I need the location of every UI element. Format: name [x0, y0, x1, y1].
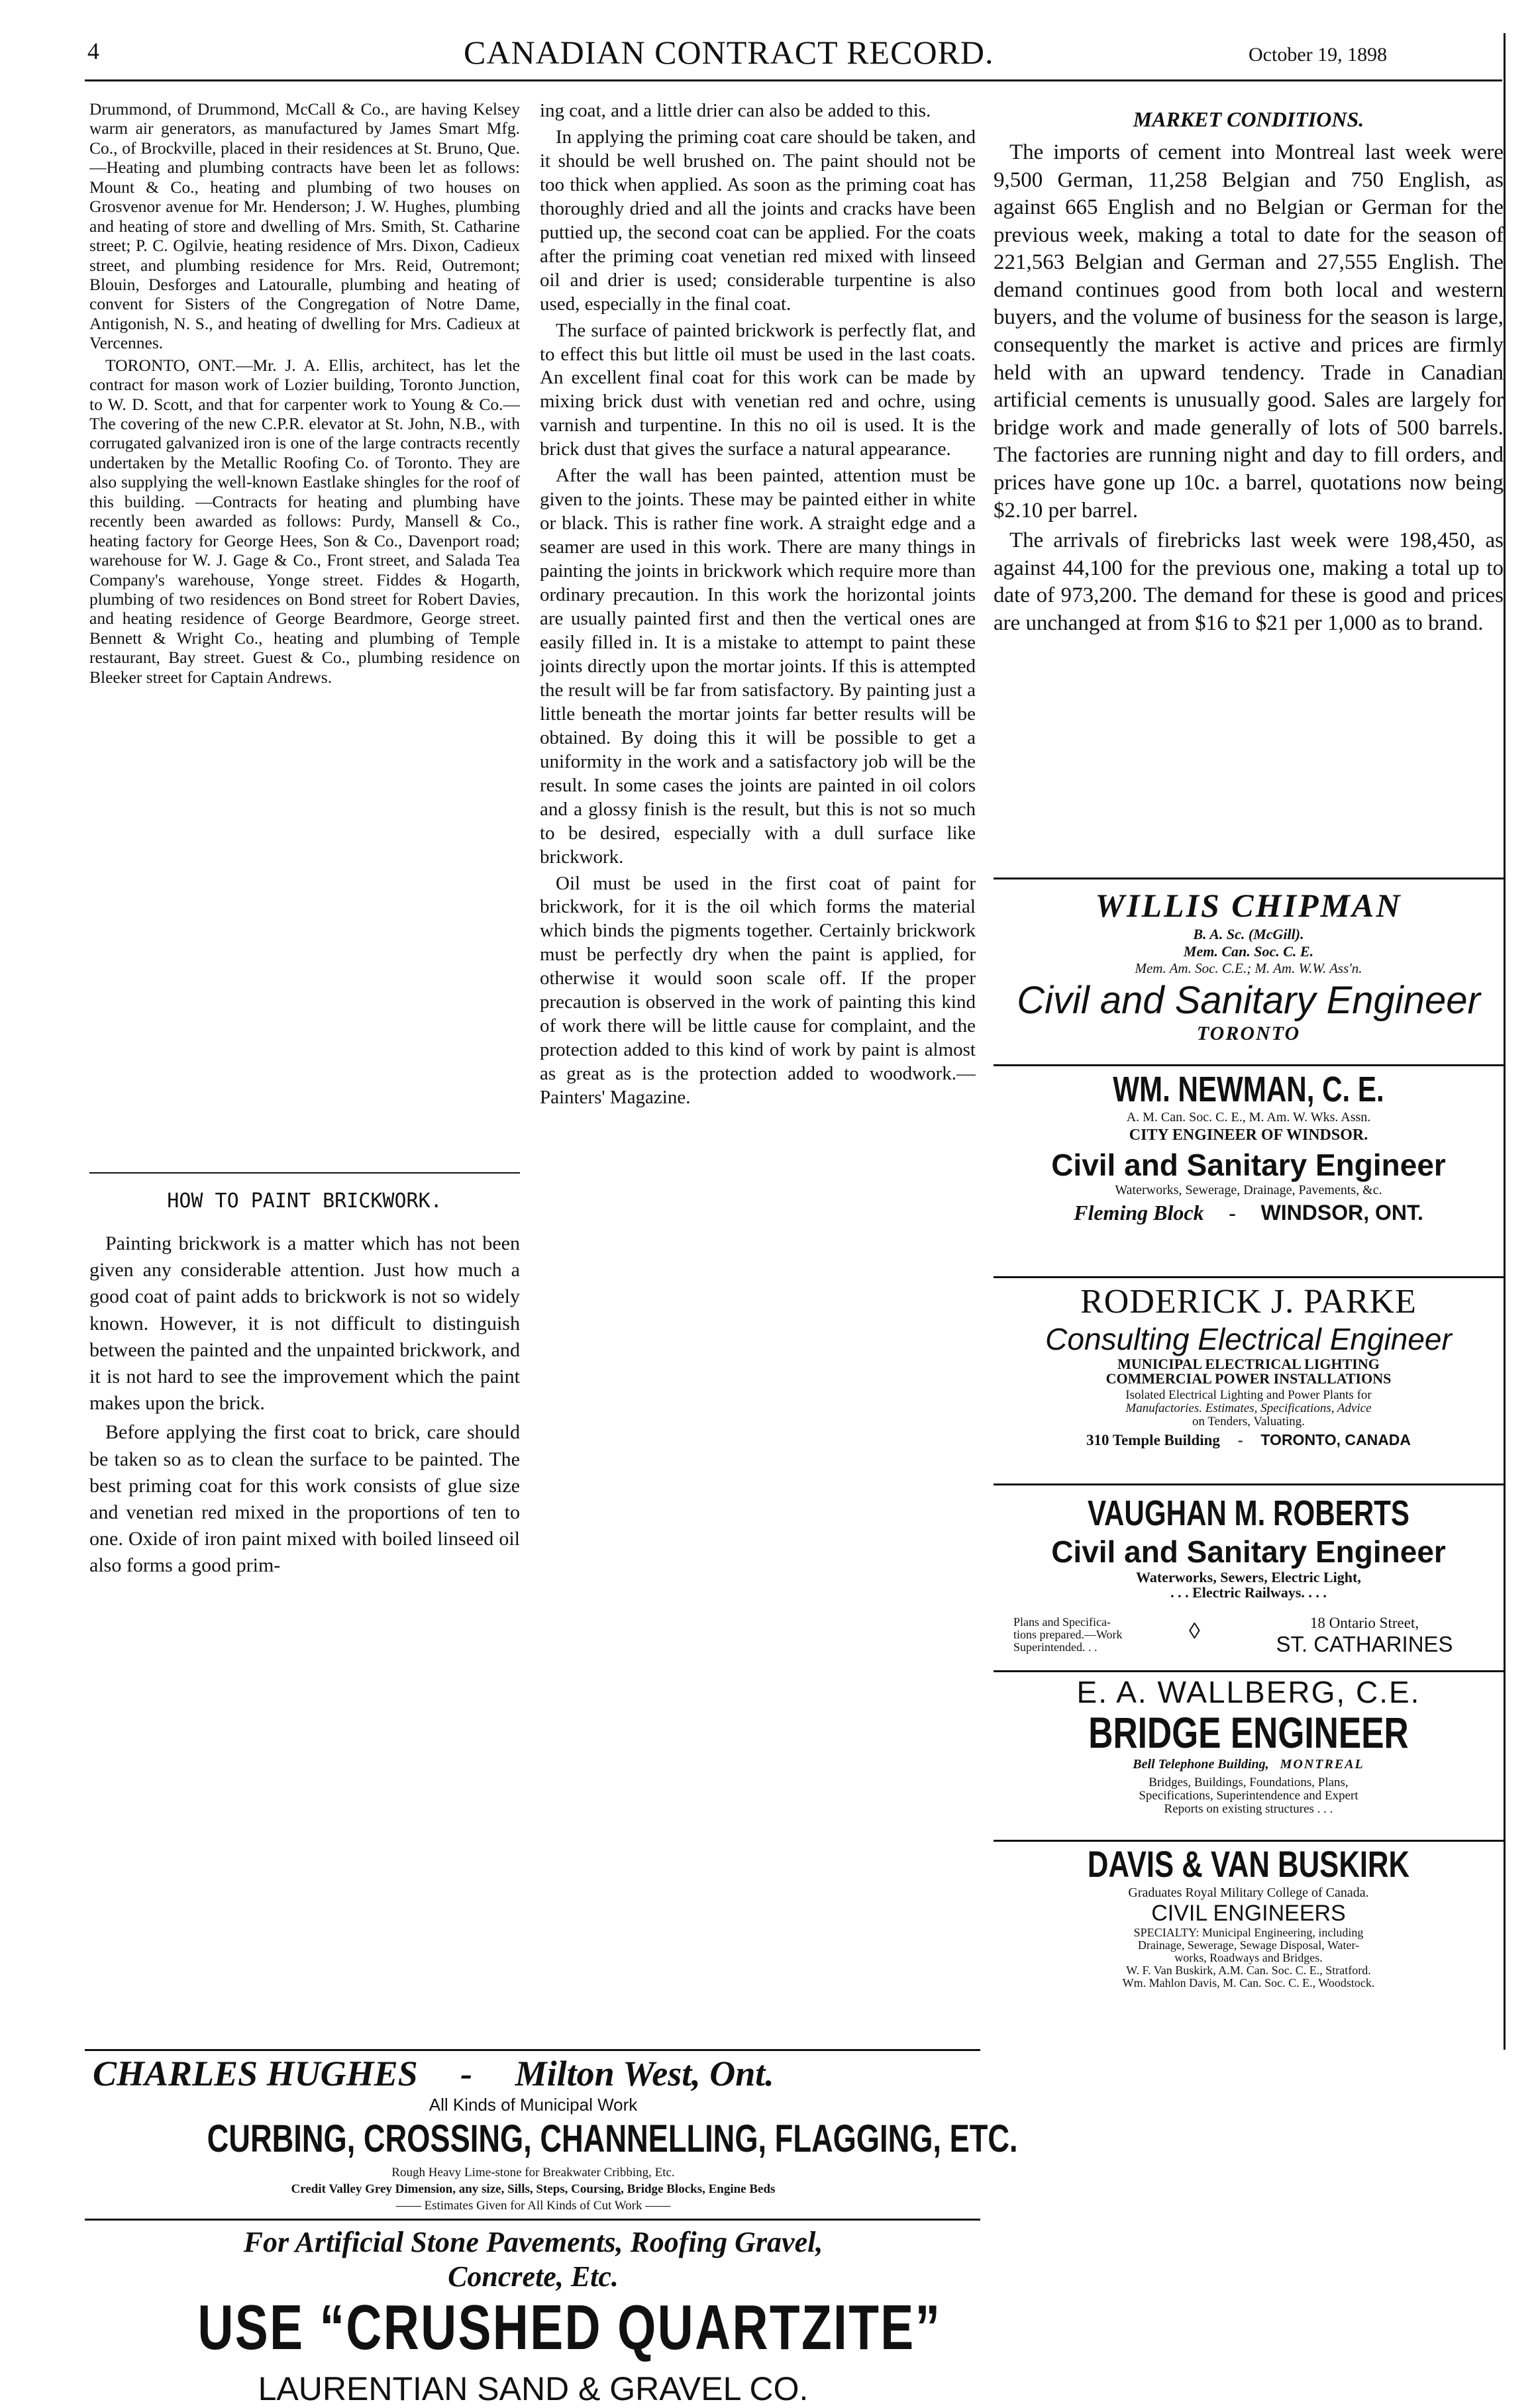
- news-paragraph: Drummond, of Drummond, McCall & Co., are having Kelsey warm air generators, as manufactured by James Smart Mfg. Co., of Brockville, placed in their residences at St. Bruno, Que.—Heating and plumbing contracts have been let as follows: Mount & Co., heating and plumbing of two houses on Grosvenor avenue for Mr. Henderson; J. W. Hughes, plumbing and heating of store and dwelling of Mrs. Smith, St. Catharine street; P. C. Ogilvie, heating residence of Mrs. Dixon, Cadieux street, and plumbing residence for Mrs. Reid, Outremont; Blouin, Desforges and Latouralle, plumbing and heating of convent for Sisters of the Congregation of Notre Dame, Antigonish, N. S., and heating of dwelling for Mrs. Cadieux at Vercennes.: [89, 99, 520, 353]
- newman-memberships: A. M. Can. Soc. C. E., M. Am. W. Wks. Assn.: [1126, 1110, 1371, 1125]
- chipman-title: Civil and Sanitary Engineer: [1017, 979, 1480, 1022]
- newman-specialties: Waterworks, Sewerage, Drainage, Pavements, &c.: [1115, 1183, 1382, 1197]
- hughes-line: Credit Valley Grey Dimension, any size, Sills, Steps, Coursing, Bridge Blocks, Engine Beds: [291, 2182, 776, 2196]
- roberts-address: [1232, 1615, 1497, 1657]
- publication-title: CANADIAN CONTRACT RECORD.: [464, 34, 994, 71]
- ad-parke: RODERICK J. PARKE Consulting Electrical Engineer MUNICIPAL ELECTRICAL LIGHTING COMMERCIAL POWER INSTALLATIONS Isolated Electrical Lighting and Power Plants for Manufactories. Estimates, Specifications, Advice on Tenders, Valuating. 310 Temple Building - TORONTO, CANADA: [994, 1282, 1504, 1449]
- article-paragraph: In applying the priming coat care should be taken, and it should be well brushed on. The paint should not be too thick when applied. As soon as the priming coat has thoroughly dried and all the joints and cracks have been puttied up, the second coat can be applied. For the coats after the priming coat venetian red mixed with linseed oil and drier is used; considerable turpentine is also used, especially in the final coat.: [540, 126, 976, 315]
- article-paragraph: Before applying the first coat to brick, care should be taken so as to clean the surface to be painted. The best priming coat for this work consists of glue size and venetian red mixed in the proportions of ten to one. Oxide of iron paint mixed with boiled linseed oil also forms a good prim-: [89, 1421, 520, 1577]
- hughes-dash: -: [460, 2054, 473, 2093]
- ad-rule: [994, 1840, 1504, 1842]
- ad-rule: [994, 878, 1504, 879]
- davis-name: DAVIS & VAN BUSKIRK: [1087, 1843, 1410, 1885]
- newman-title: Civil and Sanitary Engineer: [1051, 1148, 1446, 1182]
- roberts-divider-mark: ◊: [1189, 1619, 1200, 1644]
- davis-grad: Graduates Royal Military College of Canada.: [1128, 1885, 1369, 1900]
- hughes-headline-wrap: [93, 2117, 1018, 2161]
- ad-rule: [85, 2219, 980, 2221]
- ad-chipman: [994, 886, 1504, 1045]
- newman-name: WM. NEWMAN, C. E.: [1113, 1070, 1384, 1109]
- hughes-place: Milton West, Ont.: [515, 2054, 774, 2093]
- header-rule: [85, 79, 1502, 81]
- parke-name: RODERICK J. PARKE: [1080, 1283, 1417, 1321]
- article-paragraph: After the wall has been painted, attention must be given to the joints. These may be painted either in white or black. This is rather fine work. A straight edge and a seamer are used in this work. There are many things in painting the joints in brickwork which require more than ordinary precaution. In this work the horizontal joints are usually painted first and then the vertical ones are easily filled in. It is a mistake to attempt to paint these joints directly upon the mortar joints. If this is attempted the result will be far from satisfactory. By painting just a little beneath the mortar joints far better results will be obtained. By doing this it will be possible to get a uniformity in the work and a satisfactory job will be the result. In some cases the joints are painted in oil colors and a glossy finish is the result, but this is not so much to be desired, especially with a dull surface like brickwork.: [540, 465, 976, 868]
- davis-spec: works, Roadways and Bridges.: [1174, 1950, 1323, 1964]
- column-1-news: [89, 99, 520, 1166]
- parke-line: on Tenders, Valuating.: [1192, 1414, 1305, 1429]
- article-paragraph: The surface of painted brickwork is perfectly flat, and to effect this but little oil must be used in the last coats. An excellent final coat for this work can be made by mixing brick dust with venetian red and ochre, using varnish and turpentine. In this no oil is used. It is the brick dust that gives the surface a natural appearance.: [540, 319, 976, 460]
- wallberg-city: MONTREAL: [1280, 1757, 1364, 1772]
- ad-roberts: [994, 1493, 1504, 1600]
- chipman-membership: Mem. Can. Soc. C. E.: [1183, 943, 1314, 960]
- ad-rule: [994, 1276, 1504, 1278]
- ad-rule: [994, 1670, 1504, 1672]
- newman-city: WINDSOR, ONT.: [1260, 1201, 1423, 1225]
- news-paragraph: TORONTO, ONT.—Mr. J. A. Ellis, architect, has let the contract for mason work of Lozier building, Toronto Junction, to W. D. Scott, and that for carpenter work to Young & Co.—The covering of the new C.P.R. elevator at St. John, N.B., with corrugated galvanized iron is one of the large contracts recently undertaken by the Metallic Roofing Co. of Toronto. They are also supplying the well-known Eastlake shingles for the roof of this building. —Contracts for heating and plumbing have recently been awarded as follows: Purdy, Mansell & Co., heating factory for George Hees, Son & Co., Davenport road; warehouse for W. J. Gage & Co., Front street, and Salada Tea Company's warehouse, Yonge street. Fiddes & Hogarth, plumbing of two residences on Bond street for Robert Davies, and heating residence of George Beardmore, George street. Bennett & Wright Co., heating and plumbing of Temple restaurant, Bay street. Guest & Co., plumbing residence on Bleeker street for Captain Andrews.: [89, 355, 520, 687]
- article-paragraph: Painting brickwork is a matter which has not been given any considerable attention. Just how much a good coat of paint adds to brickwork is not so widely known. However, it is not difficult to distinguish between the painted and the unpainted brickwork, and it is not hard to see the improvement which the paint makes upon the brick.: [89, 1232, 520, 1415]
- davis-title: CIVIL ENGINEERS: [1151, 1901, 1346, 1926]
- ad-rule: [994, 1483, 1504, 1485]
- parke-title: Consulting Electrical Engineer: [1045, 1322, 1452, 1356]
- roberts-plans-line: tions prepared.—Work: [1013, 1627, 1123, 1641]
- roberts-line: Waterworks, Sewers, Electric Light,: [1136, 1569, 1361, 1585]
- davis-spec: Drainage, Sewerage, Sewage Disposal, Water-: [1137, 1938, 1360, 1952]
- chipman-city: TORONTO: [1196, 1023, 1301, 1044]
- ad-newman: WM. NEWMAN, C. E. A. M. Can. Soc. C. E., M. Am. W. Wks. Assn. CITY ENGINEER OF WINDSOR. Civil and Sanitary Engineer Waterworks, Sewerage, Drainage, Pavements, &c. Fleming Block - WINDSOR, ONT.: [994, 1069, 1504, 1225]
- section-rule: [89, 1172, 520, 1174]
- spacer: [93, 2331, 974, 2332]
- market-paragraph: The imports of cement into Montreal last week were 9,500 German, 11,258 Belgian and 750 English, as against 665 English and no Belgian or German for the previous week, making a total to date for the season of 221,563 Belgian and German and 27,555 English. The demand continues good from both local and western buyers, and the volume of business for the season is large, consequently the market is active and prices are firmly held with an upward tendency. Trade in Canadian artificial cements is unusually good. Sales are largely for bridge work and made generally of lots of 500 barrels. The factories are running night and day to fill orders, and prices have gone up 10c. a barrel, quotations now being $2.10 per barrel.: [994, 140, 1504, 523]
- ad-wallberg: [994, 1674, 1504, 1816]
- newman-position: CITY ENGINEER OF WINDSOR.: [1129, 1127, 1368, 1144]
- roberts-title: Civil and Sanitary Engineer: [1051, 1534, 1446, 1569]
- market-heading: MARKET CONDITIONS.: [1133, 107, 1364, 131]
- roberts-street: 18 Ontario Street,: [1309, 1615, 1419, 1631]
- parke-line: Isolated Electrical Lighting and Power Plants for: [1125, 1388, 1372, 1402]
- wallberg-title: BRIDGE ENGINEER: [1088, 1708, 1409, 1757]
- article-paragraph: ing coat, and a little drier can also be added to this.: [540, 100, 931, 121]
- parke-line: COMMERCIAL POWER INSTALLATIONS: [1105, 1370, 1392, 1387]
- hughes-sub: All Kinds of Municipal Work: [429, 2095, 638, 2115]
- wallberg-line: Specifications, Superintendence and Expert: [1139, 1789, 1358, 1803]
- ad-rule: [85, 2049, 980, 2051]
- hughes-headline: CURBING, CROSSING, CHANNELLING, FLAGGING, ETC.: [207, 2117, 1018, 2160]
- column-1-article: [89, 1230, 520, 2042]
- column-3-market: [994, 139, 1504, 874]
- parke-city: TORONTO, CANADA: [1260, 1430, 1411, 1448]
- quartzite-company: LAURENTIAN SAND & GRAVEL CO.: [258, 2370, 809, 2407]
- wallberg-line: Reports on existing structures . . .: [1164, 1802, 1333, 1817]
- ad-hughes: [93, 2053, 974, 2094]
- chipman-name: WILLIS CHIPMAN: [1095, 887, 1402, 924]
- quartzite-headline: USE “CRUSHED QUARTZITE”: [197, 2292, 942, 2363]
- roberts-plans-line: Plans and Specifica-: [1013, 1615, 1111, 1629]
- roberts-name: VAUGHAN M. ROBERTS: [1088, 1493, 1409, 1533]
- parke-line: MUNICIPAL ELECTRICAL LIGHTING: [1117, 1356, 1380, 1372]
- wallberg-phone: Bell Telephone Building,: [1133, 1757, 1269, 1772]
- quartzite-line: For Artificial Stone Pavements, Roofing Gravel,: [243, 2226, 823, 2258]
- chipman-degree: B. A. Sc. (McGill).: [1193, 926, 1304, 942]
- davis-spec: SPECIALTY: Municipal Engineering, including: [1133, 1926, 1364, 1939]
- davis-partner: W. F. Van Buskirk, A.M. Can. Soc. C. E., Stratford.: [1126, 1963, 1371, 1977]
- column-2-article: [540, 99, 976, 2043]
- roberts-line: . . . Electric Railways. . . .: [1170, 1584, 1327, 1601]
- wallberg-name: E. A. WALLBERG, C.E.: [1076, 1675, 1421, 1709]
- market-paragraph: The arrivals of firebricks last week were 198,450, as against 44,100 for the previous one, making a total up to date of 973,200. The demand for these is good and prices are unchanged at from $16 to $21 per 1,000 as to brand.: [994, 528, 1504, 635]
- hughes-line: Rough Heavy Lime-stone for Breakwater Cribbing, Etc.: [391, 2166, 675, 2180]
- article-heading: HOW TO PAINT BRICKWORK.: [167, 1189, 442, 1213]
- hughes-line: —— Estimates Given for All Kinds of Cut Work ——: [395, 2199, 671, 2213]
- quartzite-line: Concrete, Etc.: [448, 2260, 619, 2293]
- chipman-membership-2: Mem. Am. Soc. C.E.; M. Am. W.W. Ass'n.: [1135, 960, 1362, 976]
- hughes-name: CHARLES HUGHES: [93, 2054, 418, 2093]
- roberts-plans-line: Superintended. . .: [1013, 1640, 1098, 1654]
- page-number: 4: [87, 38, 99, 64]
- newman-office: Fleming Block: [1074, 1201, 1204, 1225]
- parke-line: Manufactories. Estimates, Specifications, Advice: [1125, 1401, 1372, 1415]
- ad-davis: [994, 1842, 1504, 1990]
- davis-partner: Wm. Mahlon Davis, M. Can. Soc. C. E., Woodstock.: [1122, 1976, 1375, 1990]
- roberts-city: ST. CATHARINES: [1276, 1632, 1453, 1656]
- roberts-plans: [1013, 1616, 1186, 1654]
- ad-rule: [994, 1064, 1504, 1066]
- wallberg-line: Bridges, Buildings, Foundations, Plans,: [1149, 1776, 1349, 1790]
- article-paragraph: Oil must be used in the first coat of paint for brickwork, for it is the oil which forms the material which binds the pigments together. Certainly brickwork must be perfectly dry when the paint is applied, for otherwise it would soon scale off. If the proper precaution is observed in the work of painting this kind of work there will be little cause for complaint, and the protection added to this kind of work by paint is almost as great as is the protection added to woodwork.—Painters' Magazine.: [540, 872, 976, 1109]
- parke-address: 310 Temple Building: [1086, 1431, 1220, 1448]
- right-margin-rule: [1504, 33, 1506, 2050]
- quartzite-headline-wrap: [93, 2291, 974, 2364]
- issue-date: October 19, 1898: [1249, 44, 1388, 66]
